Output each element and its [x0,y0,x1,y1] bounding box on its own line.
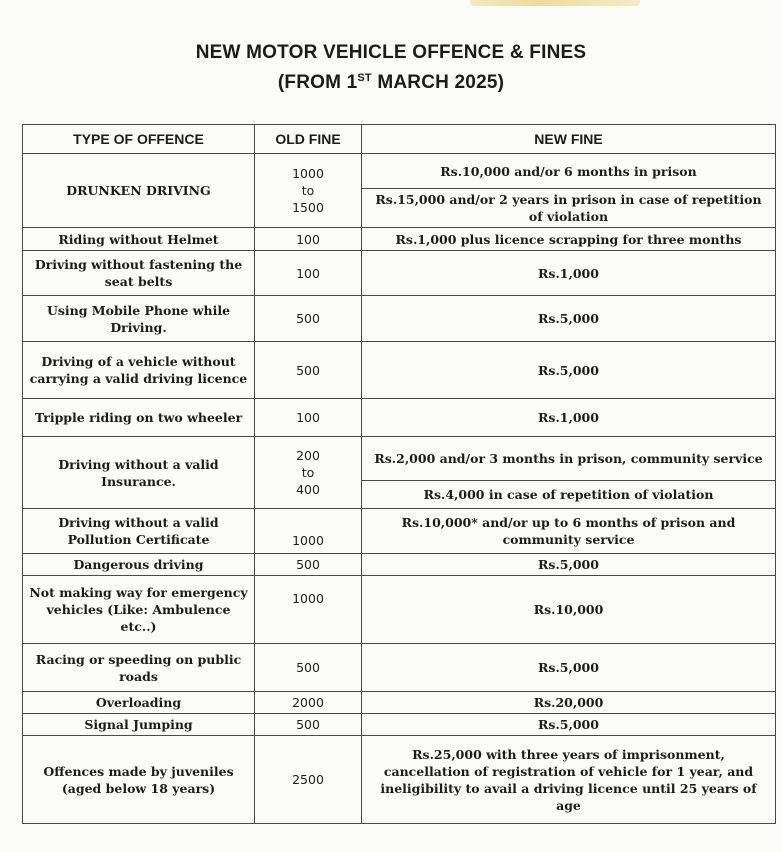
offence-cell: Driving without a valid Pollution Certificate [23,509,255,554]
header-type: TYPE OF OFFENCE [23,125,255,154]
header-new-fine: NEW FINE [362,125,776,154]
subtitle-suffix: MARCH 2025) [371,72,505,93]
table-row [23,736,776,824]
offence-cell: Using Mobile Phone while Driving. [23,296,255,342]
old-fine-to: to [301,183,315,198]
old-fine-cell: 500 [255,296,362,342]
new-fine-cell: Rs.10,000 [362,576,776,644]
old-fine-cell: 500 [255,554,362,576]
table-row [23,692,776,714]
new-fine-cell: Rs.5,000 [362,644,776,692]
top-decoration [470,0,640,6]
table-row [23,437,776,481]
offence-cell: Driving without a valid Insurance. [23,437,255,509]
old-fine-from: 1000 [292,166,324,181]
old-fine-from: 200 [296,448,320,463]
new-fine-cell: Rs.10,000* and/or up to 6 months of prison and community service [362,509,776,554]
old-fine-cell [255,154,362,228]
page-title: NEW MOTOR VEHICLE OFFENCE & FINES [195,42,587,63]
subtitle-prefix: (FROM 1 [277,72,358,93]
header-row [23,125,776,154]
offence-cell: Driving of a vehicle without carrying a valid driving licence [23,342,255,399]
table-row [23,509,776,554]
table-row [23,251,776,296]
table-row [23,714,776,736]
table-row [23,296,776,342]
old-fine-cell: 1000 [255,576,362,644]
subtitle-superscript: ST [357,72,372,84]
old-fine-cell: 100 [255,228,362,251]
offence-cell: Offences made by juveniles (aged below 18 years) [23,736,255,824]
offence-cell: Riding without Helmet [23,228,255,251]
old-fine-cell: 1000 [255,509,362,554]
new-fine-cell: Rs.5,000 [362,554,776,576]
new-fine-cell: Rs.1,000 [362,399,776,437]
old-fine-cell: 500 [255,714,362,736]
old-fine-upto: 1500 [292,200,324,215]
table-row [23,228,776,251]
offence-cell: Driving without fastening the seat belts [23,251,255,296]
new-fine-cell: Rs.1,000 plus licence scrapping for three months [362,228,776,251]
old-fine-cell: 100 [255,399,362,437]
table-row [23,154,776,189]
new-fine-cell: Rs.2,000 and/or 3 months in prison, community service [362,437,776,481]
new-fine-cell: Rs.5,000 [362,714,776,736]
offence-cell: Racing or speeding on public roads [23,644,255,692]
new-fine-cell: Rs.4,000 in case of repetition of violation [362,481,776,509]
header-old-fine: OLD FINE [255,125,362,154]
old-fine-cell: 100 [255,251,362,296]
table-row [23,554,776,576]
old-fine-upto: 400 [296,482,320,497]
table-row [23,399,776,437]
new-fine-cell: Rs.15,000 and/or 2 years in prison in case of repetition of violation [362,189,776,228]
old-fine-cell: 2500 [255,736,362,824]
old-fine-cell: 500 [255,342,362,399]
offence-cell: Dangerous driving [23,554,255,576]
new-fine-cell: Rs.10,000 and/or 6 months in prison [362,154,776,189]
offence-cell: Tripple riding on two wheeler [23,399,255,437]
fines-table [22,124,776,824]
page-subtitle [0,72,782,94]
new-fine-cell: Rs.5,000 [362,296,776,342]
table-row [23,644,776,692]
old-fine-to: to [301,465,315,480]
table-row [23,576,776,644]
old-fine-cell: 500 [255,644,362,692]
new-fine-cell: Rs.5,000 [362,342,776,399]
table-row [23,342,776,399]
new-fine-cell: Rs.1,000 [362,251,776,296]
offence-cell: DRUNKEN DRIVING [23,154,255,228]
old-fine-cell [255,437,362,509]
offence-cell: Not making way for emergency vehicles (Like: Ambulence etc..) [23,576,255,644]
old-fine-cell: 2000 [255,692,362,714]
new-fine-cell: Rs.20,000 [362,692,776,714]
offence-cell: Overloading [23,692,255,714]
offence-cell: Signal Jumping [23,714,255,736]
new-fine-cell: Rs.25,000 with three years of imprisonment, cancellation of registration of vehicle for 1 year, and ineligibility to avail a driving licence until 25 years of age [362,736,776,824]
